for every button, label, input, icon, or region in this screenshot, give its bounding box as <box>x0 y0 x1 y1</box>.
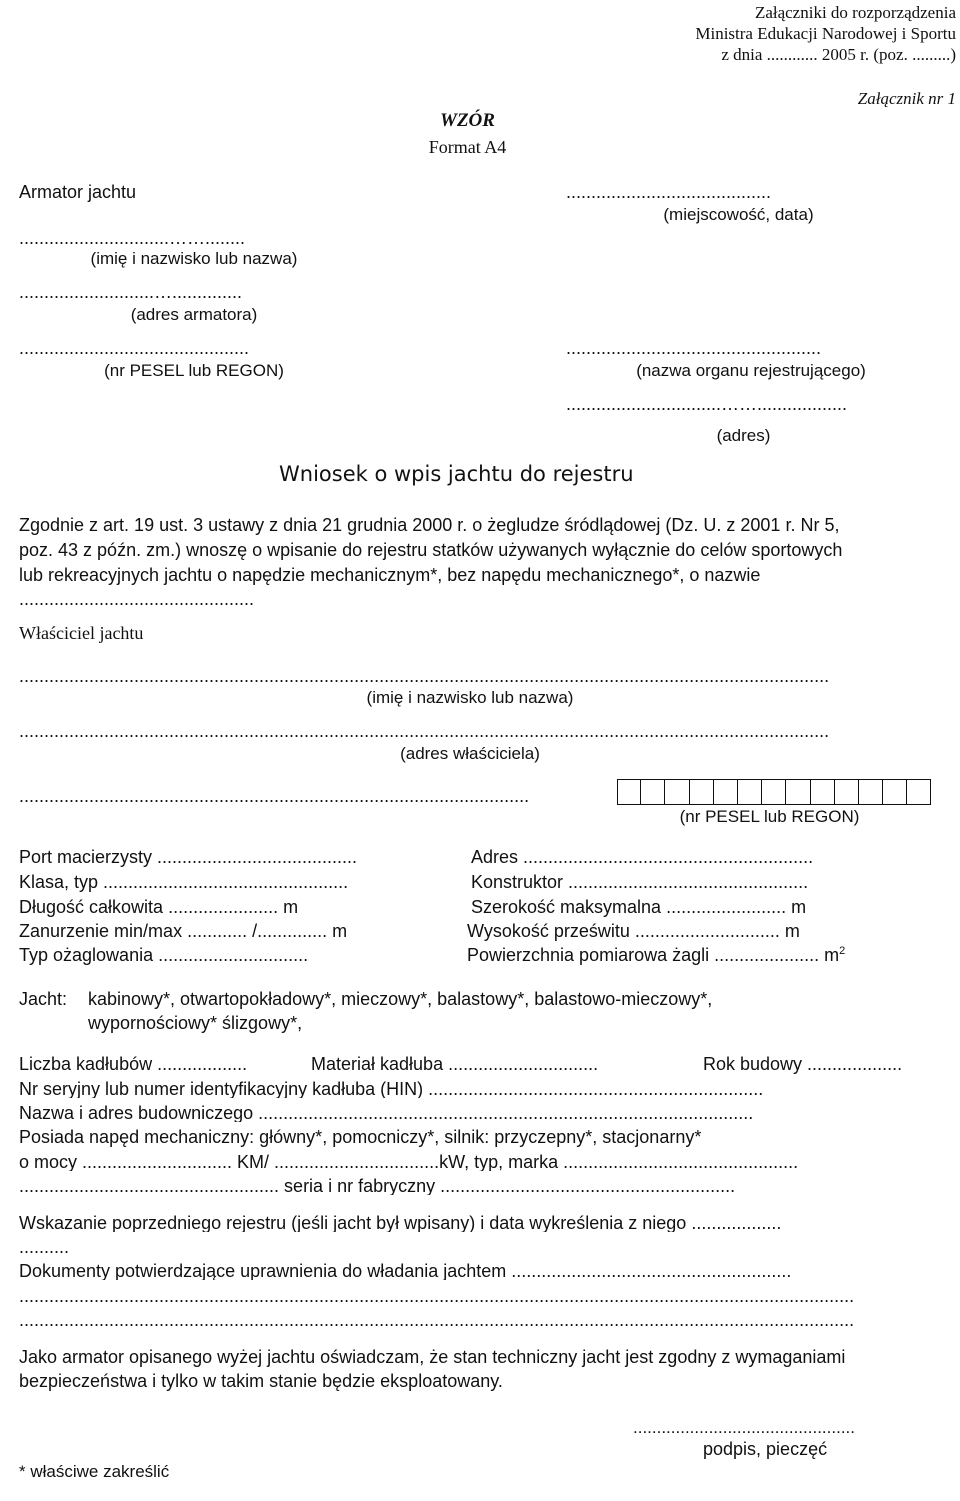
sail-area-label: Powierzchnia pomiarowa żagli ..................... m <box>467 945 840 965</box>
clearance-field[interactable]: Wysokość prześwitu ............................. m <box>467 921 800 941</box>
ownership-documents-field[interactable]: Dokumenty potwierdzające uprawnienia do władania jachtem ........................................................ <box>19 1262 792 1280</box>
owner-pesel-caption: (nr PESEL lub REGON) <box>679 807 860 826</box>
rig-type-field[interactable]: Typ ożaglowania .............................. <box>19 945 309 965</box>
place-date-dots[interactable]: ......................................... <box>566 182 772 202</box>
pesel-digit-box[interactable] <box>883 779 907 805</box>
previous-registry-field[interactable]: Wskazanie poprzedniego rejestru (jeśli jacht był wpisany) i data wykreślenia z niego .................. <box>19 1214 782 1232</box>
yacht-name-dots[interactable]: ............................................... <box>19 589 255 609</box>
pesel-digit-box[interactable] <box>738 779 762 805</box>
attachment-number: Załącznik nr 1 <box>857 89 956 108</box>
sail-area-unit-sup: 2 <box>839 945 846 957</box>
constructor-field[interactable]: Konstruktor ................................................ <box>471 872 809 892</box>
declaration-line-2: bezpieczeństwa i tylko w takim stanie będzie eksploatowany. <box>19 1371 503 1391</box>
engine-power-field[interactable]: o mocy .............................. KM/ .................................kW, typ, marka ............................................... <box>19 1153 799 1171</box>
footnote: * właściwe zakreślić <box>19 1462 170 1481</box>
intro-line-2: poz. 43 z późn. zm.) wnoszę o wpisanie do rejestru statków używanych wyłącznie do celów sportowych <box>19 540 843 560</box>
home-port-field[interactable]: Port macierzysty ........................................ <box>19 847 358 867</box>
width-field[interactable]: Szerokość maksymalna ........................ m <box>471 897 807 917</box>
intro-line-3: lub rekreacyjnych jachtu o napędzie mechanicznym*, bez napędu mechanicznego*, o nazwie <box>19 565 761 585</box>
sail-area-field[interactable] <box>467 946 845 964</box>
owner-pesel-dots[interactable]: ...................................................................................................... <box>19 787 530 805</box>
pesel-digit-box[interactable] <box>641 779 665 805</box>
length-field[interactable]: Długość całkowita ...................... m <box>19 897 299 917</box>
armator-heading: Armator jachtu <box>19 182 137 202</box>
pesel-digit-box[interactable] <box>690 779 714 805</box>
port-address-field[interactable]: Adres .......................................................... <box>471 847 814 867</box>
class-type-field[interactable]: Klasa, typ ................................................. <box>19 872 349 892</box>
owner-heading: Właściciel jachtu <box>19 623 144 643</box>
yacht-type-options-1[interactable]: kabinowy*, otwartopokładowy*, mieczowy*, balastowy*, balastowo-mieczowy*, <box>88 989 713 1009</box>
owner-address-dots[interactable]: .................................................................................................................................................................. <box>19 722 830 740</box>
signature-dots[interactable]: ............................................... <box>633 1418 855 1437</box>
armator-name-dots[interactable]: ..............................……........ <box>19 228 246 248</box>
engine-serial-field[interactable]: .................................................... seria i nr fabryczny ........................................................... <box>19 1177 736 1195</box>
registry-address-caption: (adres) <box>716 426 771 445</box>
armator-name-caption: (imię i nazwisko lub nazwa) <box>90 249 298 268</box>
place-date-caption: (miejscowość, data) <box>663 205 814 224</box>
documents-dots-line-2[interactable]: ....................................................................................................................................................................... <box>19 1311 855 1329</box>
previous-registry-dots[interactable]: .......... <box>19 1237 70 1257</box>
pesel-digit-box[interactable] <box>665 779 689 805</box>
pesel-digit-box[interactable] <box>907 779 931 805</box>
armator-pesel-caption: (nr PESEL lub REGON) <box>104 361 284 380</box>
documents-dots-line-1[interactable]: ....................................................................................................................................................................... <box>19 1287 855 1305</box>
wzor-label: WZÓR <box>440 110 495 131</box>
pesel-digit-box[interactable] <box>811 779 835 805</box>
hull-count-field[interactable]: Liczba kadłubów .................. <box>19 1054 248 1074</box>
pesel-digit-box[interactable] <box>786 779 810 805</box>
drive-options[interactable]: Posiada napęd mechaniczny: główny*, pomocniczy*, silnik: przyczepny*, stacjonarny* <box>19 1127 702 1147</box>
armator-address-caption: (adres armatora) <box>130 305 258 324</box>
owner-address-caption: (adres właściciela) <box>400 744 540 763</box>
hin-field[interactable]: Nr seryjny lub numer identyfikacyjny kadłuba (HIN) ................................................................... <box>19 1080 764 1098</box>
pesel-digit-box[interactable] <box>859 779 883 805</box>
draft-field[interactable]: Zanurzenie min/max ............ /.............. m <box>19 921 348 941</box>
pesel-boxes[interactable] <box>617 779 931 805</box>
builder-field[interactable]: Nazwa i adres budowniczego ................................................................................................... <box>19 1104 754 1122</box>
header-line-2: Ministra Edukacji Narodowej i Sportu <box>695 24 956 43</box>
signature-caption: podpis, pieczęć <box>703 1439 828 1459</box>
pesel-digit-box[interactable] <box>762 779 786 805</box>
pesel-digit-box[interactable] <box>835 779 859 805</box>
hull-material-field[interactable]: Materiał kadłuba .............................. <box>311 1054 599 1074</box>
yacht-type-label: Jacht: <box>19 989 68 1009</box>
pesel-digit-box[interactable] <box>617 779 641 805</box>
yacht-type-options-2[interactable]: wypornościowy* ślizgowy*, <box>88 1013 303 1033</box>
header-line-1: Załączniki do rozporządzenia <box>754 3 956 22</box>
owner-name-caption: (imię i nazwisko lub nazwa) <box>366 688 574 707</box>
organ-dots[interactable]: ................................................... <box>566 338 822 358</box>
armator-pesel-dots[interactable]: .............................................. <box>19 338 250 358</box>
armator-address-dots[interactable]: ...........................….............. <box>19 282 243 302</box>
owner-name-dots[interactable]: .................................................................................................................................................................. <box>19 667 830 685</box>
declaration-line-1: Jako armator opisanego wyżej jachtu oświadczam, że stan techniczny jacht jest zgodny z wymaganiami <box>19 1347 846 1367</box>
header-line-3: z dnia ............ 2005 r. (poz. .........) <box>721 45 956 64</box>
build-year-field[interactable]: Rok budowy ................... <box>703 1054 903 1074</box>
pesel-digit-box[interactable] <box>714 779 738 805</box>
form-title: Wniosek o wpis jachtu do rejestru <box>279 462 634 486</box>
organ-caption: (nazwa organu rejestrującego) <box>636 361 866 380</box>
registry-address-dots[interactable]: ...............................…….................. <box>566 394 848 414</box>
intro-line-1: Zgodnie z art. 19 ust. 3 ustawy z dnia 21 grudnia 2000 r. o żegludze śródlądowej (Dz. U. z 2001 r. Nr 5, <box>19 515 840 535</box>
format-label: Format A4 <box>428 137 507 157</box>
